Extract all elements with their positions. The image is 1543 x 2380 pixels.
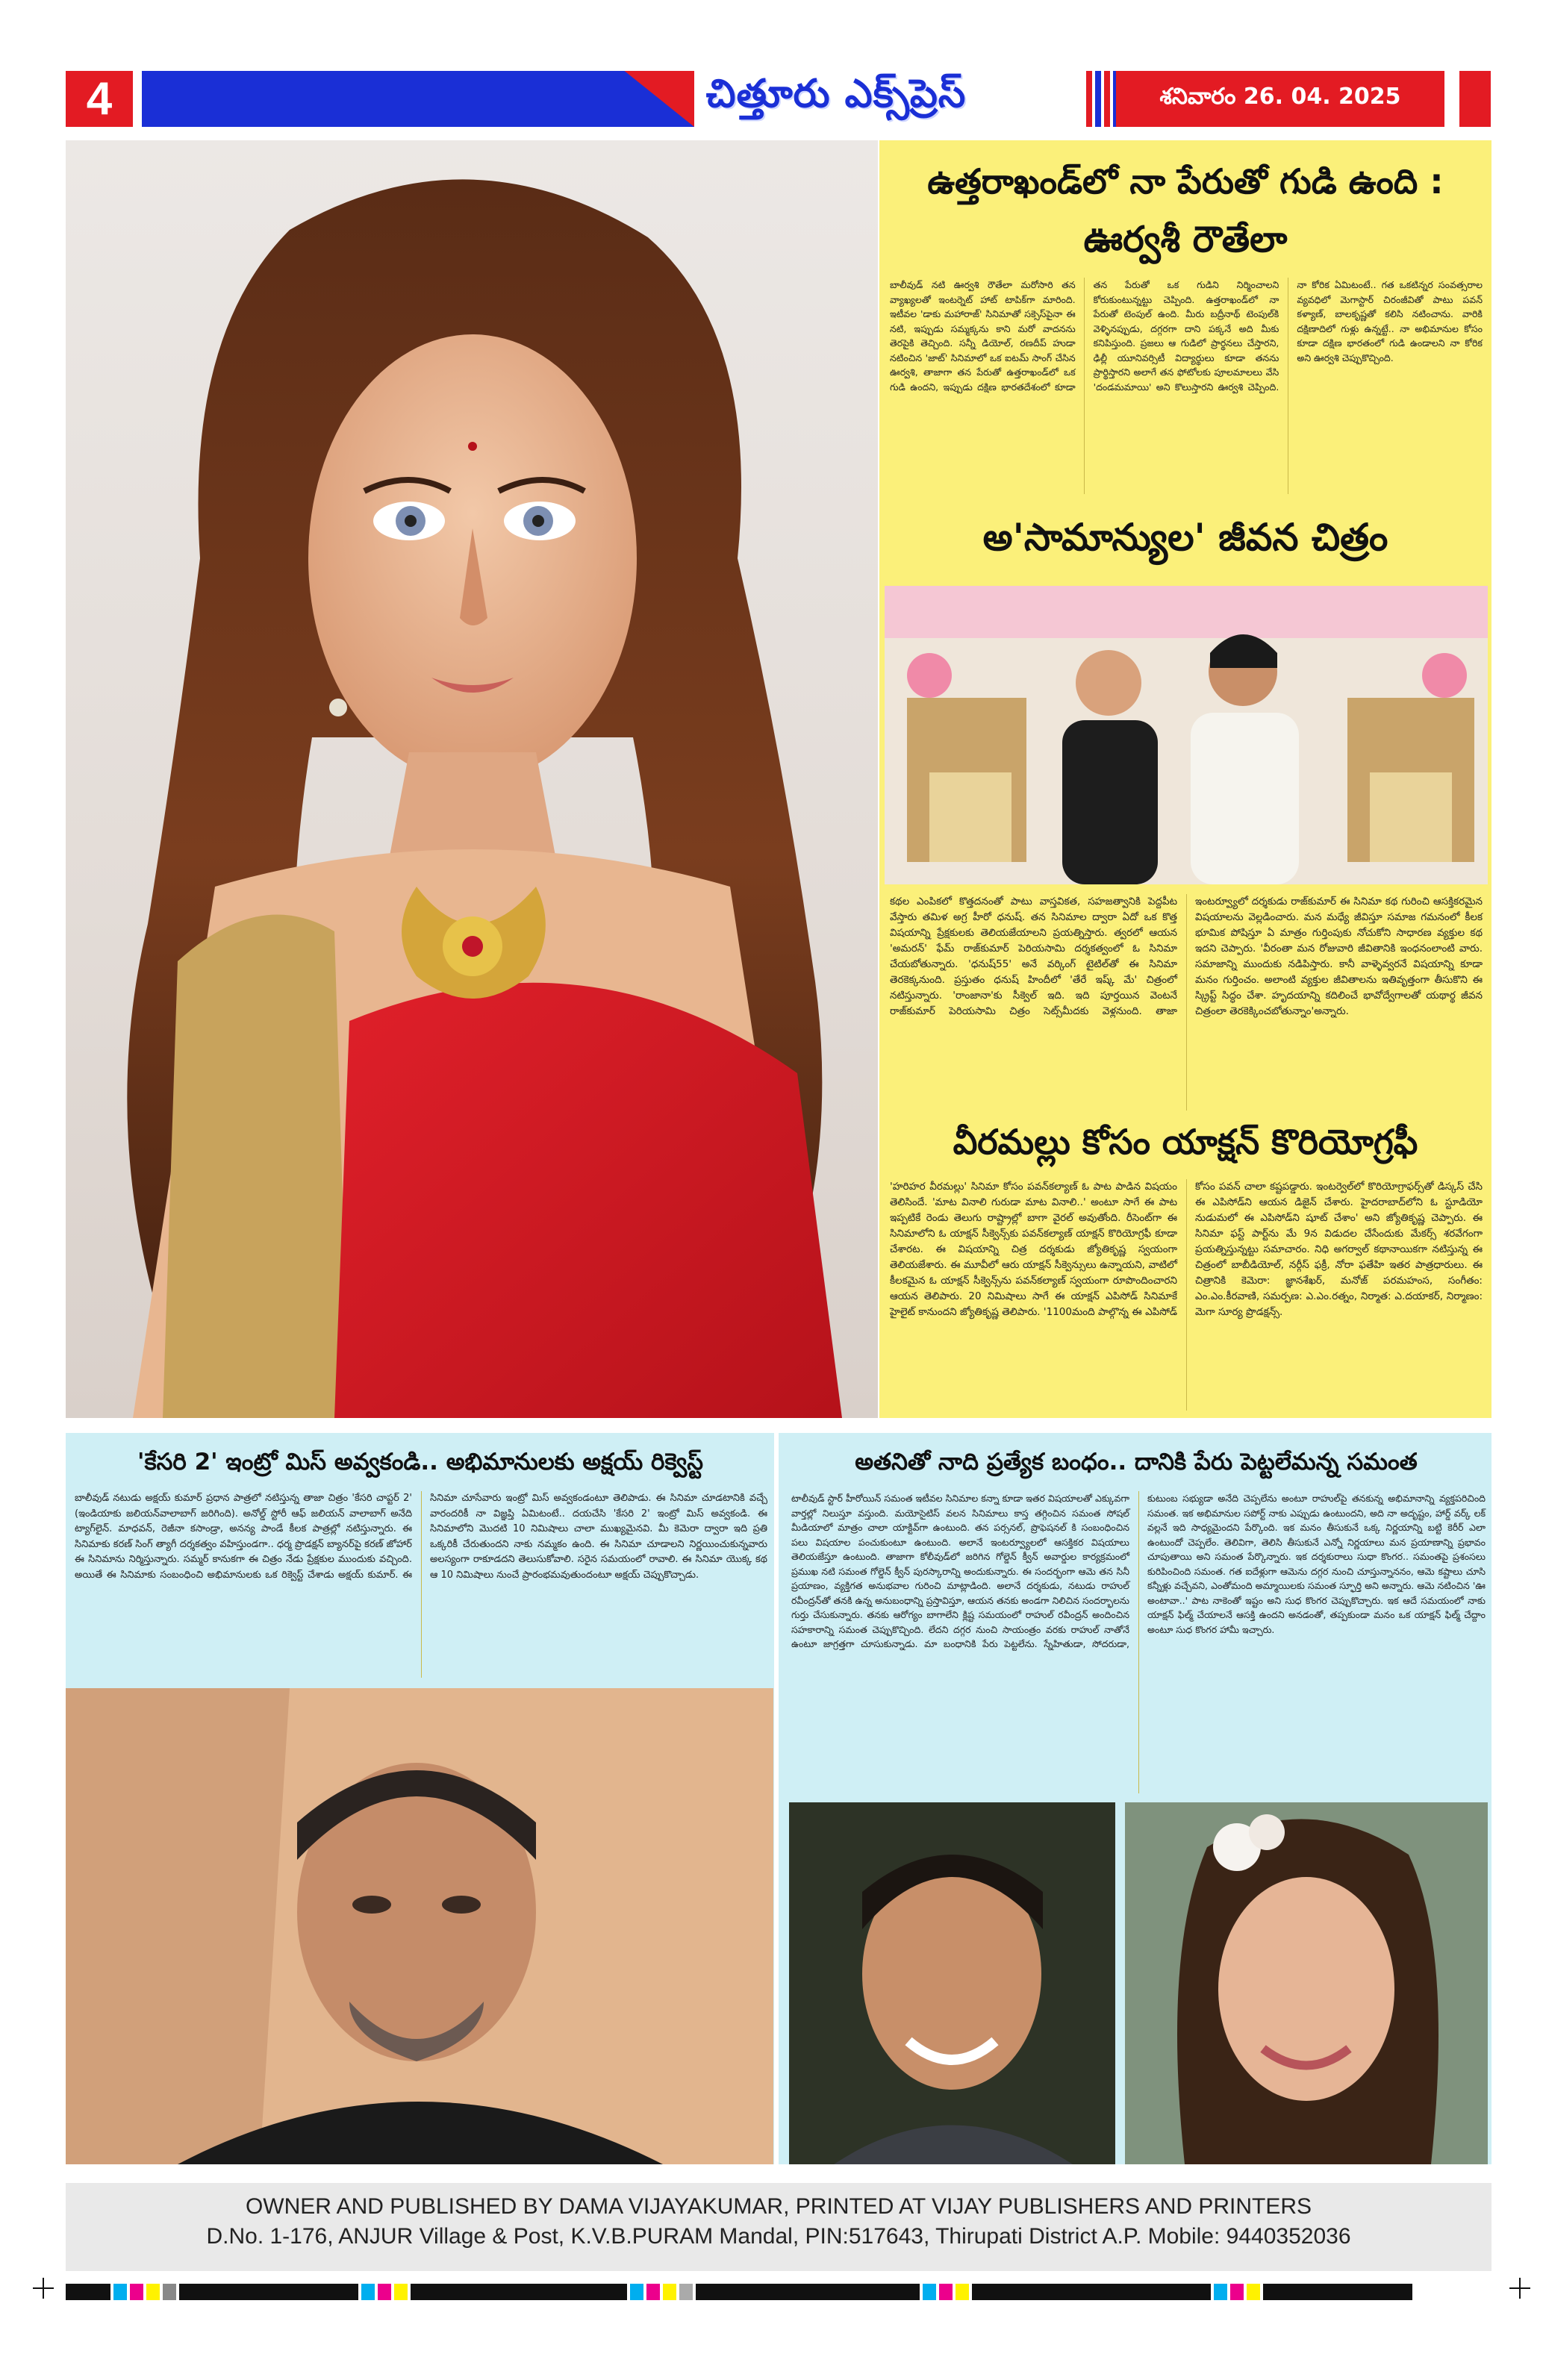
urvashi-portrait-photo xyxy=(66,140,878,1418)
page-number: 4 xyxy=(66,71,133,127)
masthead-date-band xyxy=(1116,71,1444,127)
samanyula-article-body: కథల ఎంపికలో కొత్తదనంతో పాటు వాస్తవికత, సహజత్వానికి పెద్దపీట వేస్తారు తమిళ అగ్ర హీరో ధనుష్. తన సినిమాల ద్వారా ఏదో ఒక కొత్త విషయాన్ని ప్రేక్షకులకు తెలియజేయాలని ప్రయత్నిస్తారు. త్వరలో ఆయన 'అమరన్' ఫేమ్ రాజ్‌కుమార్ పెరియసామి దర్శకత్వంలో ఓ సినిమా చేయబోతున్నారు. 'ధనుష్55' అనే వర్కింగ్ టైటిల్‌తో ఈ సినిమా తెరకెక్కనుంది. ప్రస్తుతం ధనుష్ హిందీలో 'తేరే ఇష్క్ మే' చిత్రంలో నటిస్తున్నారు. 'రాంజానా'కు సీక్వెల్ ఇది. ఇది పూర్తయిన వెంటనే రాజ్‌కుమార్ పెరియసామి చిత్రం సెట్స్‌మీదకు వెళ్లనుంది. తాజా ఇంటర్వ్యూలో దర్శకుడు రాజ్‌కుమార్ ఈ సినిమా కథ గురించి ఆసక్తికరమైన విషయాలను వెల్లడించారు. మన మధ్యే జీవిస్తూ సమాజ గమనంలో కీలక భూమిక పోషిస్తూ ఏ మాత్రం గుర్తింపుకు నోచుకోని సాధారణ వ్యక్తుల కథ ఇదని చెప్పారు. 'వీరంతా మన రోజువారి జీవితానికి ఇంధనంలాంటి వారు. సమాజాన్ని ముందుకు నడిపిస్తారు. కానీ వాళ్ళెవ్వరనే విషయాన్ని కూడా మనం గుర్తించం. అలాంటి వ్యక్తుల జీవితాలను ఇతివృత్తంగా తీసుకొని ఈ స్క్రిప్ట్ సిద్ధం చేశా. హృదయాన్ని కదిలించే భావోద్వేగాలతో యథార్థ జీవన చిత్రంలా తెరకెక్కించబోతున్నాం'అన్నారు. xyxy=(890,896,1483,1017)
footer-address-line: D.No. 1-176, ANJUR Village & Post, K.V.B.PURAM Mandal, PIN:517643, Thirupati District A.P. Mobile: 9440352036 xyxy=(206,2224,1351,2249)
newspaper-title: చిత్తూరు ఎక్స్‌ప్రెస్ xyxy=(705,72,967,116)
urvashi-article-body: బాలీవుడ్ నటి ఊర్వశి రౌతేలా మరోసారి తన వ్యాఖ్యలతో ఇంటర్నెట్ హాట్ టాపిక్‌గా మారింది. ఇటీవల 'డాకు మహారాజ్' సినిమాతో సక్సెస్‌పైనా ఈ నటి, ఇప్పుడు సమ్మక్కను కాని మరో వాదనను తెరపైకి తెచ్చింది. సన్నీ డియోల్, రణదీప్ హుడా నటించిన 'జాట్' సినిమాలో ఒక ఐటమ్ సాంగ్ చేసిన ఊర్వశి, తాజాగా తన పేరుతో ఉత్తరాఖండ్‌లో ఒక గుడి ఉందని, ఇప్పుడు దక్షిణ భారతదేశంలో కూడా తన పేరుతో ఒక గుడిని నిర్మించాలని కోరుకుంటున్నట్టు చెప్పింది. ఉత్తరాఖండ్‌లో నా పేరుతో టెంపుల్ ఉంది. మీరు బద్రీనాథ్ టెంపుల్‌కి వెళ్ళినప్పుడు, దగ్గరగా దాని పక్కనే అది మీకు కనిపిస్తుంది. ప్రజలు ఆ గుడిలో ప్రార్థనలు చేస్తారని, ఢిల్లీ యూనివర్సిటీ విద్యార్థులు కూడా తనను ప్రార్థిస్తారని అలాగే తన ఫోటోలకు పూలమాలలు వేసి 'దండమమాయి' అని కొలుస్తారని ఊర్వశి చెప్పింది. నా కోరిక ఏమిటంటే.. గత ఒకటిన్నర సంవత్సరాల వ్యవధిలో మెగాస్టార్ చిరంజీవితో పాటు పవన్ కళ్యాణ్, బాలకృష్ణతో కలిసి నటించాను. వారికి దక్షిణాదిలో గుళ్లు ఉన్నట్టే.. నా అభిమానుల కోసం కూడా దక్షిణ భారతంలో గుడి ఉండాలని నా కోరిక అని ఊర్వశి చెప్పుకొచ్చింది. xyxy=(890,279,1483,393)
section-divider xyxy=(66,1422,1491,1428)
urvashi-headline-line2: ఊర్వశీ రౌతేలా xyxy=(1083,219,1288,260)
masthead-band-left xyxy=(142,71,694,127)
portrait-illustration xyxy=(66,140,878,1418)
samanyula-headline: అ'సామాన్యుల' జీవన చిత్రం xyxy=(982,516,1388,559)
newspaper-logo xyxy=(694,71,978,127)
dhanush-launch-photo xyxy=(885,586,1488,884)
rahul-illustration xyxy=(789,1802,1115,2164)
kesari-article-body: బాలీవుడ్ నటుడు అక్షయ్ కుమార్ ప్రధాన పాత్రలో నటిస్తున్న తాజా చిత్రం 'కేసరి చాప్టర్ 2' (ఇండియాకు జలియన్‌వాలాబాగ్ జరిగింది). అనోల్డ్ స్టోరీ ఆఫ్ జలియన్ వాలాబాగ్ అనేది ట్యాగ్‌లైన్. మాధవన్, రెజీనా కసాండ్రా, అనన్య పాండే కీలక పాత్రల్లో నటిస్తున్నారు. ఈ సినిమాకు కరణ్ సింగ్ త్యాగీ దర్శకత్వం వహిస్తుండగా.. ధర్మ ప్రొడక్షన్ బ్యానర్‌పై కరణ్ జోహార్ ఈ సినిమాను నిర్మిస్తున్నారు. సమ్మర్ కానుకగా ఈ చిత్రం నేడు ప్రేక్షకుల ముందుకు వచ్చింది. అయితే ఈ సినిమాకు సంబంధించి అభిమానులకు ఒక రిక్వెస్ట్ చేశాడు అక్షయ్ కుమార్. ఈ సినిమా చూసేవారు ఇంట్రో మిస్ అవ్వకండంటూ తెలిపాడు. ఈ సినిమా చూడటానికి వచ్చే వారందరికీ నా విజ్ఞప్తి ఏమిటంటే.. దయచేసి 'కేసరి 2' ఇంట్రో మిస్ అవ్వకండి. ఈ సినిమాలోని మొదటి 10 నిమిషాలు చాలా ముఖ్యమైనవి. మీ కెమెరా ద్వారా ఇది ప్రతి ఒక్కరికీ చేరుతుందని నాకు నమ్మకం ఉంది. ఈ సినిమా చూడాలని నిర్ణయించుకున్నవారు అలస్యంగా రాకూడదని తెలుసుకోవాలి. సరైన సమయంలో రావాలి. ఈ సినిమా యొక్క కథ ఆ 10 నిమిషాలు నుంచే ప్రారంభమవుతుందంటూ అక్షయ్ చెప్పుకొచ్చాడు. xyxy=(75,1493,767,1581)
samantha-photo xyxy=(1125,1802,1488,2164)
registration-crosshair-icon xyxy=(1509,2278,1530,2299)
veeramallu-headline: వీరమల్లు కోసం యాక్షన్ కొరియోగ్రఫీ xyxy=(953,1122,1418,1162)
urvashi-headline-line1: ఉత్తరాఖండ్‌లో నా పేరుతో గుడి ఉంది : xyxy=(927,161,1444,202)
footer-owner-line: OWNER AND PUBLISHED BY DAMA VIJAYAKUMAR, PRINTED AT VIJAY PUBLISHERS AND PRINTERS xyxy=(245,2194,1312,2219)
akshay-kumar-photo xyxy=(66,1688,773,2164)
akshay-illustration xyxy=(66,1688,773,2164)
samantha-article-body: టాలీవుడ్ స్టార్ హీరోయిన్ సమంత ఇటీవల సినిమాల కన్నా కూడా ఇతర విషయాలతో ఎక్కువగా వార్తల్లో నిలుస్తూ వస్తుంది. మయోసైటిస్ వలన సినిమాలు కాస్త తగ్గించిన సమంత సోషల్ మీడియాలో మాత్రం చాలా యాక్టివ్‌గా ఉంటుంది. తన పర్సనల్, ప్రొఫెషనల్ కి సంబంధించిన పలు విషయాల పంచుకుంటూ ఉంటుంది. అలానే ఇంటర్వ్యూలలో ఆసక్తికర విషయాలు తెలియజేస్తూ ఉంటుంది. తాజాగా కోలీవుడ్‌లో జరిగిన గోల్డెన్ క్వీన్ అవార్డుల కార్యక్రమంలో ప్రముఖ నటి సమంత గోల్డెన్ క్వీన్ పురస్కారాన్ని అందుకున్నారు. ఈ సందర్భంగా ఆమె తన సినీ ప్రయాణం, వ్యక్తిగత అనుభవాల గురించి మాట్లాడింది. అలానే దర్శకుడు, నటుడు రాహుల్ రవీంద్రన్‌తో తనకి ఉన్న అనుబంధాన్ని ప్రస్తావిస్తూ, ఆయన తనకు అండగా నిలిచిన సందర్భాలను గుర్తు చేసుకున్నారు. తనకు ఆరోగ్యం బాగాలేని క్లిష్ట సమయంలో రాహుల్ రవీంద్రన్ అందించిన సహకారాన్ని సమంత చెప్పుకొచ్చింది. లేదని దగ్గర నుంచి సాయంత్రం వరకు రాహుల్ నాతోనే ఉంటూ జాగ్రత్తగా చూసుకున్నాడు. మా బంధానికి పేరు పెట్టలేను. స్నేహితుడా, సోదరుడా, కుటుంబ సభ్యుడా అనేది చెప్పలేను అంటూ రాహుల్‌పై తనకున్న అభిమానాన్ని వ్యక్తపరిచింది సమంత. ఇక అభిమానుల సపోర్ట్ నాకు ఎప్పుడు ఉంటుందని, అది నా అదృష్టం, హార్డ్ వర్క్ లక్ వల్లనే ఇది సాధ్యమైందని పేర్కొంది. ఇక మనం తీసుకునే ఒక్క నిర్ణయాన్ని బట్టి కెరీర్ ఎలా ఉంటుందో చెప్పలేం. తెలివిగా, తెలిసి తీసుకునే ఎన్నో నిర్ణయాలు మన ప్రయాణాన్ని ప్రభావం చూపుతాయి అని సమంత పేర్కొన్నారు. ఇక దర్శకురాలు సుధా కొంగర.. సమంతపై ప్రశంసలు కురిపించింది సమంత. గత ఐదేళ్లుగా ఆమెను దగ్గర నుంచి చూస్తున్నాననం, ఆమె కష్టాలు చూసి కన్నీళ్లు వచ్చేవని, ఎంతోమంది అమ్మాయిలకు సమంత స్ఫూర్తి అని అన్నారు. ఆమె నటించిన 'ఊ అంటావా..' పాట నాకెంతో ఇష్టం అని సుధ కొంగర చెప్పుకొచ్చారు. ఇక ఆదే సమయంలో నాకు యాక్షన్ ఫిల్మ్ చేయాలనే ఆసక్తి ఉందని అనడంతో, తప్పకుండా మనం ఒక యాక్షన్ ఫిల్మ్ చేద్దాం అంటూ సుధ కొంగర హామీ ఇచ్చారు. xyxy=(791,1493,1486,1649)
print-registration-bar xyxy=(66,2284,1491,2300)
samantha-illustration xyxy=(1125,1802,1488,2164)
launch-event-illustration xyxy=(885,586,1488,884)
rahul-ravindran-photo xyxy=(789,1802,1115,2164)
issue-date: శనివారం 26. 04. 2025 xyxy=(1159,83,1401,110)
samantha-headline: అతనితో నాది ప్రత్యేక బంధం.. దానికి పేరు పెట్టలేమన్న సమంత xyxy=(855,1449,1418,1475)
column-divider xyxy=(774,1433,779,2164)
masthead-band-right xyxy=(1459,71,1491,127)
kesari-headline: 'కేసరి 2' ఇంట్రో మిస్ అవ్వకండి.. అభిమానులకు అక్షయ్ రిక్వెస్ట్ xyxy=(137,1449,704,1475)
publisher-footer xyxy=(66,2183,1491,2271)
registration-crosshair-icon xyxy=(33,2278,54,2299)
masthead-stripes xyxy=(1086,71,1116,127)
veeramallu-article-body: 'హరిహర వీరమల్లు' సినిమా కోసం పవన్‌కల్యాణ్ ఓ పాట పాడిన విషయం తెలిసిందే. 'మాట వినాలి గురుడా మాట వినాలి..' అంటూ సాగే ఈ పాట ఇప్పటికే రెండు తెలుగు రాష్ట్రాల్లో బాగా వైరల్ అవుతోంది. రీసెంట్‌గా ఈ సినిమాలోని ఓ యాక్షన్ సీక్వెన్స్‌కు పవన్‌కల్యాణ్ యాక్షన్ కొరియోగ్రఫీ కూడా చేశారట. ఈ విషయాన్ని చిత్ర దర్శకుడు జ్యోతికృష్ణ స్వయంగా తెలియజేశారు. ఈ మూవీలో ఆరు యాక్షన్ సీక్వెన్సులు ఉన్నాయని, వాటిలో కీలకమైన ఓ యాక్షన్ సీక్వెన్స్‌ను పవన్‌కల్యాణ్ స్వయంగా రూపొందించారని ఆయన తెలిపారు. 20 నిమిషాలు సాగే ఈ యాక్షన్ ఎపిసోడ్ సినిమాకే హైలైట్ కానుందని జ్యోతికృష్ణ తెలిపారు. '1100మంది పాల్గొన్న ఈ ఎపిసోడ్ కోసం పవన్ చాలా కష్టపడ్డారు. ఇంటర్వెల్‌లో కొరియోగ్రాఫర్స్‌తో డిస్కస్ చేసి ఈ ఎపిసోడ్‌ని ఆయన డిజైన్ చేశారు. హైదరాబాద్‌లోని ఓ స్టూడియో నుడుమలో ఈ ఎపిసోడ్‌ని షూట్ చేశాం' అని జ్యోతికృష్ణ చెప్పారు. ఈ సినిమా ఫస్ట్ పార్ట్‌ను మే 9న విడుదల చేసేందుకు మేకర్స్ శరవేగంగా ప్రయత్నిస్తున్నట్టు సమాచారం. నిధి అగర్వాల్ కథానాయికగా నటిస్తున్న ఈ చిత్రంలో బాబీడియోల్, నర్గీస్ ఫక్రీ, నోరా ఫతేహి ఇతర పాత్రధారులు. ఈ చిత్రానికి కెమెరా: జ్ఞానశేఖర్, మనోజ్ పరమహంస, సంగీతం: ఎం.ఎం.కీరవాణి, సమర్పణ: ఎ.ఎం.రత్నం, నిర్మాత: ఎ.దయాకర్, నిర్మాణం: మెగా సూర్య ప్రొడక్షన్స్. xyxy=(890,1181,1483,1318)
